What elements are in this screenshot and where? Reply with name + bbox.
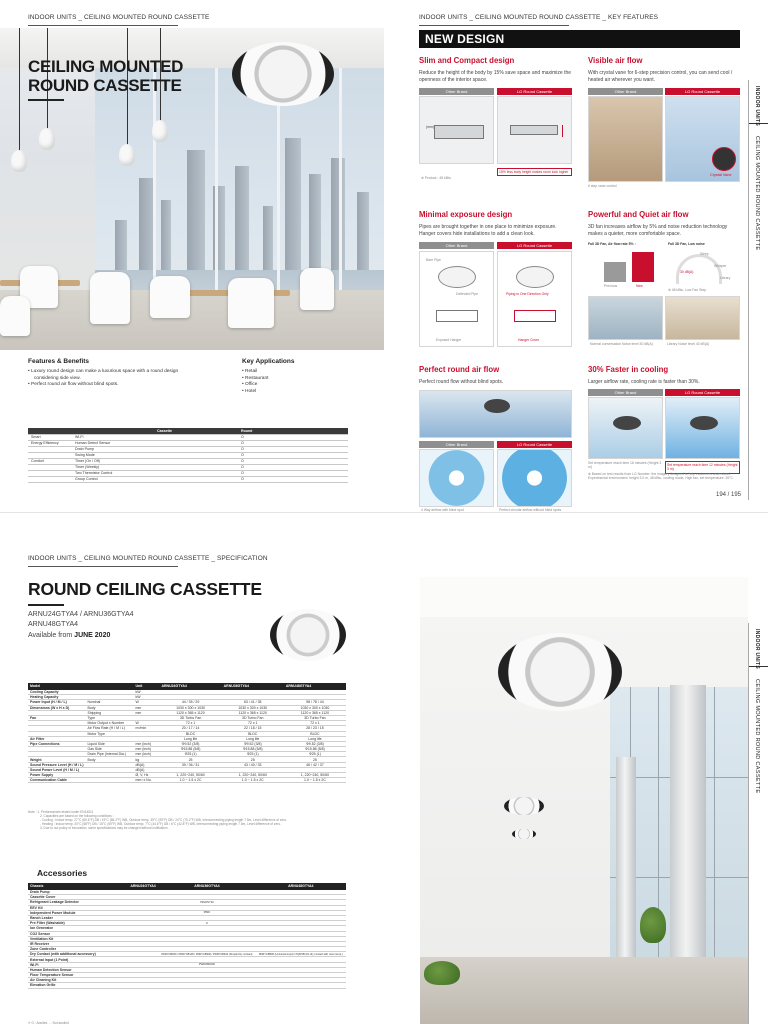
features-list: • Luxury round design can make a luxurious space with a round design considering side view. • Perfect round air flow without blind spots.: [28, 369, 179, 387]
faster-other-label: Other Brand: [588, 389, 663, 396]
slim-other-image: (mm): [419, 96, 494, 164]
accessory-row: Cassette Cover: [28, 895, 346, 900]
visible-lg-label: LG Round Cassette: [665, 88, 740, 95]
library-photo: [665, 296, 740, 340]
noise-gauge: [676, 254, 722, 284]
feature-row: Comfort Timer (On / Off) O: [28, 458, 348, 464]
accessories-table: [28, 883, 346, 989]
spec-row: Motor Output x Number W 72 x 1 72 x 1 72 x 1: [28, 721, 346, 726]
spec-row: Fan Type 3D Turbo Fan 3D Turbo Fan 3D Turbo Fan: [28, 715, 346, 720]
spec-notes: Note : 1. Performances tested under EN14511 2. Capacities are based on the following conditions : - Cooling : Indoor temp. 27°C (80.6°F) DB / 19°C (66.2°F) WB, Outdoor temp. 35°C (95°F) DB / 24°C (75.2°F) WB, Interconnecting piping length 7.5m, Level difference of zero. - Heating : Indoor temp. 20°C (68°F) DB / 15°C (59°F) WB, Outdoor temp. 7°C (44.6°F) DB / 6°C (42.8°F) WB, Interconnecting piping length 7.5m, Level difference of zero. 3. Due to our policy of innovation, some specifications may be changed without notification.: [28, 810, 288, 830]
round-lg-label: LG Round Cassette: [497, 441, 572, 448]
spec-row: Weight Body kg 25 25 25: [28, 757, 346, 762]
visible-desc: With crystal vane for 6-step precision control, you can send cool / heated air wherever you want.: [588, 70, 733, 83]
spec-table: [28, 683, 346, 783]
spec-row: Communication Cable mm² x No. 1.0 ~ 1.5 x 2C 1.0 ~ 1.5 x 2C 1.0 ~ 1.5 x 2C: [28, 778, 346, 783]
faster-desc: Larger airflow rate, cooling rate is faster than 30%.: [588, 379, 700, 385]
spec-header-cell: ARNU48GTYA4: [284, 683, 346, 690]
accessory-row: Drain Pump: [28, 890, 346, 895]
minimal-lg-label: LG Round Cassette: [497, 242, 572, 249]
quiet-fan1: Full 3D Fan, Air flow rate 5% ↑: [588, 242, 637, 246]
feature-row: Energy Efficiency Human Detect Sensor O: [28, 440, 348, 446]
faster-lg-image: [665, 397, 740, 459]
slim-desc: Reduce the height of the body by 15% save space and maximize the openness of the interior space.: [419, 70, 572, 83]
accessory-row: Zone Controller: [28, 947, 346, 952]
atrium-photo: [420, 577, 748, 1024]
quiet-title: Powerful and Quiet air flow: [588, 210, 689, 219]
applications-heading: Key Applications: [242, 358, 295, 365]
spec-row: Air Flow Rate (H / M / L) m³/min 20 / 17 / 14 22 / 18 / 15 28 / 23 / 15: [28, 726, 346, 731]
spec-side-tab: INDOOR UNITS CEILING MOUNTED ROUND CASSETTE: [748, 623, 768, 1024]
spec-header: INDOOR UNITS _ CEILING MOUNTED ROUND CASSETTE _ SPECIFICATION: [28, 555, 268, 567]
applications-list: • Retail • Restaurant • Office • Hotel: [242, 369, 269, 394]
right-page-header: INDOOR UNITS _ CEILING MOUNTED ROUND CASSETTE _ KEY FEATURES: [419, 14, 658, 26]
accessory-row: CO2 Sensor: [28, 931, 346, 936]
new-design-banner: NEW DESIGN: [419, 30, 740, 48]
spec-header-cell: Model: [28, 683, 85, 690]
left-page-header: INDOOR UNITS _ CEILING MOUNTED ROUND CASSETTE: [28, 14, 209, 26]
accessory-row: Wi-Fi PWFMDD200: [28, 962, 346, 967]
visible-title: Visible air flow: [588, 56, 643, 65]
accessory-row: Dry Contact (with additional accessory) PDRYCB000 / PDRYCB100 / PDRYCB300 / PDRYCB400 (Simple Dry contact) PDRYCB500 (Universal input) / PQDSB (Kit dry contact with room temp.): [28, 952, 346, 957]
new-bar: [632, 252, 654, 282]
quiet-fan2: Full 3D Fan, Low noise: [668, 242, 705, 246]
model-numbers: ARNU24GTYA4 / ARNU36GTYA4 ARNU48GTYA4: [28, 611, 134, 628]
slim-other-label: Other Brand: [419, 88, 494, 95]
round-other-image: [419, 449, 494, 507]
faster-lg-label: LG Round Cassette: [665, 389, 740, 396]
spec-header-cell: Unit: [133, 683, 159, 690]
feature-row: Timer (Weekly) O: [28, 464, 348, 470]
previous-bar: [604, 262, 626, 282]
spec-row: Pipe Connections Liquid Side mm (inch) Φ9.52 (3/8) Φ9.52 (3/8) Φ9.52 (3/8): [28, 741, 346, 746]
visible-steps: 6 step vane control: [588, 184, 617, 188]
spec-row: Cooling Capacity kW: [28, 690, 346, 695]
feature-row: Swing Mode O: [28, 452, 348, 458]
slim-lg-image: [497, 96, 572, 164]
spec-header-cell: ARNU36GTYA4: [222, 683, 284, 690]
accessory-row: Human Detection Sensor: [28, 967, 346, 972]
slim-footnote: ※ Product : 48 kBtu: [421, 176, 451, 180]
slim-note: 15% less body height makes room look higher: [497, 168, 572, 176]
spec-row: Sound Pressure Level (H / M / L) dB(A) 39 / 36 / 31 43 / 40 / 33 46 / 42 / 37: [28, 762, 346, 767]
minimal-desc: Pipes are brought together in one place to minimize exposure. Hanger covers hide installations to add a clean look.: [419, 224, 557, 237]
conversation-photo: [588, 296, 663, 340]
spec-header-cell: ARNU24GTYA4: [159, 683, 221, 690]
minimal-title: Minimal exposure design: [419, 210, 513, 219]
spec-row: Power Input (H / M / L) Nominal W 44 / 35 / 29 63 / 41 / 35 98 / 78 / 44: [28, 700, 346, 705]
spec-row: Dimensions (W x H x D) Body mm 1030 x 300 x 1030 1030 x 300 x 1030 1030 x 300 x 1030: [28, 705, 346, 710]
spec-row: Air Filter Long life Long life Long life: [28, 736, 346, 741]
spec-row: Drain Pipe (Internal Dia.) mm (inch) Φ25 (1) Φ25 (1) Φ25 (1): [28, 752, 346, 757]
accessory-row: Floor Temperature Sensor: [28, 973, 346, 978]
minimal-other-label: Other Brand: [419, 242, 494, 249]
faster-other-image: [588, 397, 663, 459]
spec-row: Shipping mm 1120 x 365 x 1120 1120 x 365 x 1120 1120 x 365 x 1120: [28, 710, 346, 715]
spec-row: Heating Capacity kW: [28, 695, 346, 700]
accessory-row: Elevation Grille: [28, 983, 346, 988]
round-title: Perfect round air flow: [419, 365, 500, 374]
availability: Available from JUNE 2020: [28, 632, 111, 639]
round-lg-image: [497, 449, 572, 507]
side-tab: INDOOR UNITS CEILING MOUNTED ROUND CASSETTE: [748, 80, 768, 500]
accessory-row: IR Receiver: [28, 941, 346, 946]
spec-row: Sound Power Level (H / M / L) dB(A): [28, 767, 346, 772]
accessory-row: External Input (1 Point): [28, 957, 346, 962]
accessory-header-cell: Chassis: [28, 883, 108, 890]
feature-row: Smart Wi-Fi O: [28, 434, 348, 440]
accessory-row: Refrigerant Leakage Detector PRLDNY20: [28, 900, 346, 905]
accessory-row: EEV Kit: [28, 905, 346, 910]
feature-row: Group Control O: [28, 476, 348, 482]
slim-lg-label: LG Round Cassette: [497, 88, 572, 95]
round-desc: Perfect round flow without blind spots.: [419, 379, 504, 385]
accessories-note: ※ O : Applied, - : Not applied: [28, 1021, 69, 1024]
feature-row: Two Thermistor Control O: [28, 470, 348, 476]
feature-row: Drain Pump O: [28, 446, 348, 452]
brochure-spread-1: INDOOR UNITS _ CEILING MOUNTED ROUND CASSETTE CEILING MOUNTED ROUND CASSETTE Features & Benefits • Luxury round design can make a luxurious space with a round design considering side view. • Perfect round air flow without blind spots. Key Applications • Retail • Restaurant • Office • Hotel Cassette Round Smart Wi-Fi O Energy Efficiency Human Detect Sensor O Drain Pump O Swing Mode O Comfort Timer (On / Off) O Timer (Weekly) O Two Thermistor Control O Group Control O INDOOR UNITS _ CEILING MOUNTED ROUND CASSETTE _ KEY FEATURES NEW DESIGN Slim and Compact design Reduce the height of the body by 15% save space and maximize the openness of the interior space. Other Brand LG Round Cassette (mm) ※ Product : 48 kBtu 15% less body height makes room look higher Visible air flow With crystal vane for 6-step precision control, you can send cool / heated air wherever you want. Other Brand LG Round Cassette Crystal Vane 6 step vane control Minimal exposure design Pipes are brought together in one place to minimize exposure. Hanger covers hide installations to add a clean look. Other Brand LG Round Cassette Bare Pipe Deflected Pipe Exposed Hanger Piping in One Direction Only Hanger Cover Powerful and Quiet air flow 3D fan increases airflow by 5% and noise reduction technology makes a quieter, more comfortable space. Full 3D Fan, Air flow rate 5% ↑ Full 3D Fan, Low noise Previous New Sleep Whisper Library 30 dB(A) ※ 48 kBtu, Low Fan Step Normal conversation Noise level 30 dB(A) Library Noise level 40 dB(A) Perfect round air flow Perfect round flow without blind spots. Other Brand LG Round Cassette 4 Way airflow with blind spot Perfect circular airflow without blind spots 30% Faster in cooling Larger airflow rate, cooling rate is faster than 30%. Other Brand LG Round Cassette Set temperature reach time 16 minutes (Height 3 m) Set temperature reach time 12 minutes (Height 3 m) ※ Based on test results from LG Number: the imagery designed to help customers understand. Experimental environment: height 3.0 m, 48 kBtu, cooling mode, High fan, set temperature: 26°C. 194 / 195 INDOOR UNITS CEILING MOUNTED ROUND CASSETTE: [0, 0, 768, 512]
visible-other-image: [588, 96, 663, 182]
accessory-row: Air Cleaning Kit: [28, 978, 346, 983]
visible-other-label: Other Brand: [588, 88, 663, 95]
spec-row: Motor Type BLDC BLDC BLDC: [28, 731, 346, 736]
accessory-row: Ranch Leaker: [28, 915, 346, 920]
faster-title: 30% Faster in cooling: [588, 365, 669, 374]
accessory-header-cell: ARNU24GTYA4: [128, 883, 158, 890]
spec-spread: [0, 512, 768, 1024]
spec-cassette-image: [270, 609, 346, 661]
accessory-row: Independent Power Module PIMK: [28, 910, 346, 915]
accessories-heading: Accessories: [37, 868, 88, 878]
round-other-label: Other Brand: [419, 441, 494, 448]
quiet-desc: 3D fan increases airflow by 5% and noise reduction technology makes a quieter, more comfortable space.: [588, 224, 728, 237]
accessory-header-cell: ARNU36GTYA4: [158, 883, 256, 890]
accessory-row: Pre Filter (Washable) O: [28, 921, 346, 926]
feature-table: Cassette Round Smart Wi-Fi O Energy Efficiency Human Detect Sensor O Drain Pump O Swing Mode O Comfort Timer (On / Off) O Timer (Weekly) O Two Thermistor Control O Group Control O: [28, 428, 348, 483]
features-heading: Features & Benefits: [28, 358, 90, 365]
accessory-row: Ion Generator: [28, 926, 346, 931]
accessory-row: Ventilation Kit: [28, 936, 346, 941]
minimal-other-image: Bare Pipe Deflected Pipe Exposed Hanger: [419, 251, 494, 347]
round-room-image: [419, 390, 572, 438]
spec-row: Power Supply Ø, V, Hz 1, 220~240, 50/60 1, 220~240, 50/60 1, 220~240, 50/60: [28, 773, 346, 778]
round-cassette-unit: [232, 42, 334, 106]
visible-lg-image: Crystal Vane: [665, 96, 740, 182]
minimal-lg-image: Piping in One Direction Only Hanger Cover: [497, 251, 572, 347]
page-title: CEILING MOUNTED ROUND CASSETTE: [28, 57, 183, 101]
slim-title: Slim and Compact design: [419, 56, 515, 65]
spec-row: Gas Side mm (inch) Φ15.88 (5/8) Φ15.88 (5/8) Φ15.88 (5/8): [28, 747, 346, 752]
spec-title: ROUND CEILING CASSETTE: [28, 579, 262, 606]
page-number: 194 / 195: [716, 492, 742, 498]
accessory-header-cell: ARNU48GTYA4: [256, 883, 346, 890]
